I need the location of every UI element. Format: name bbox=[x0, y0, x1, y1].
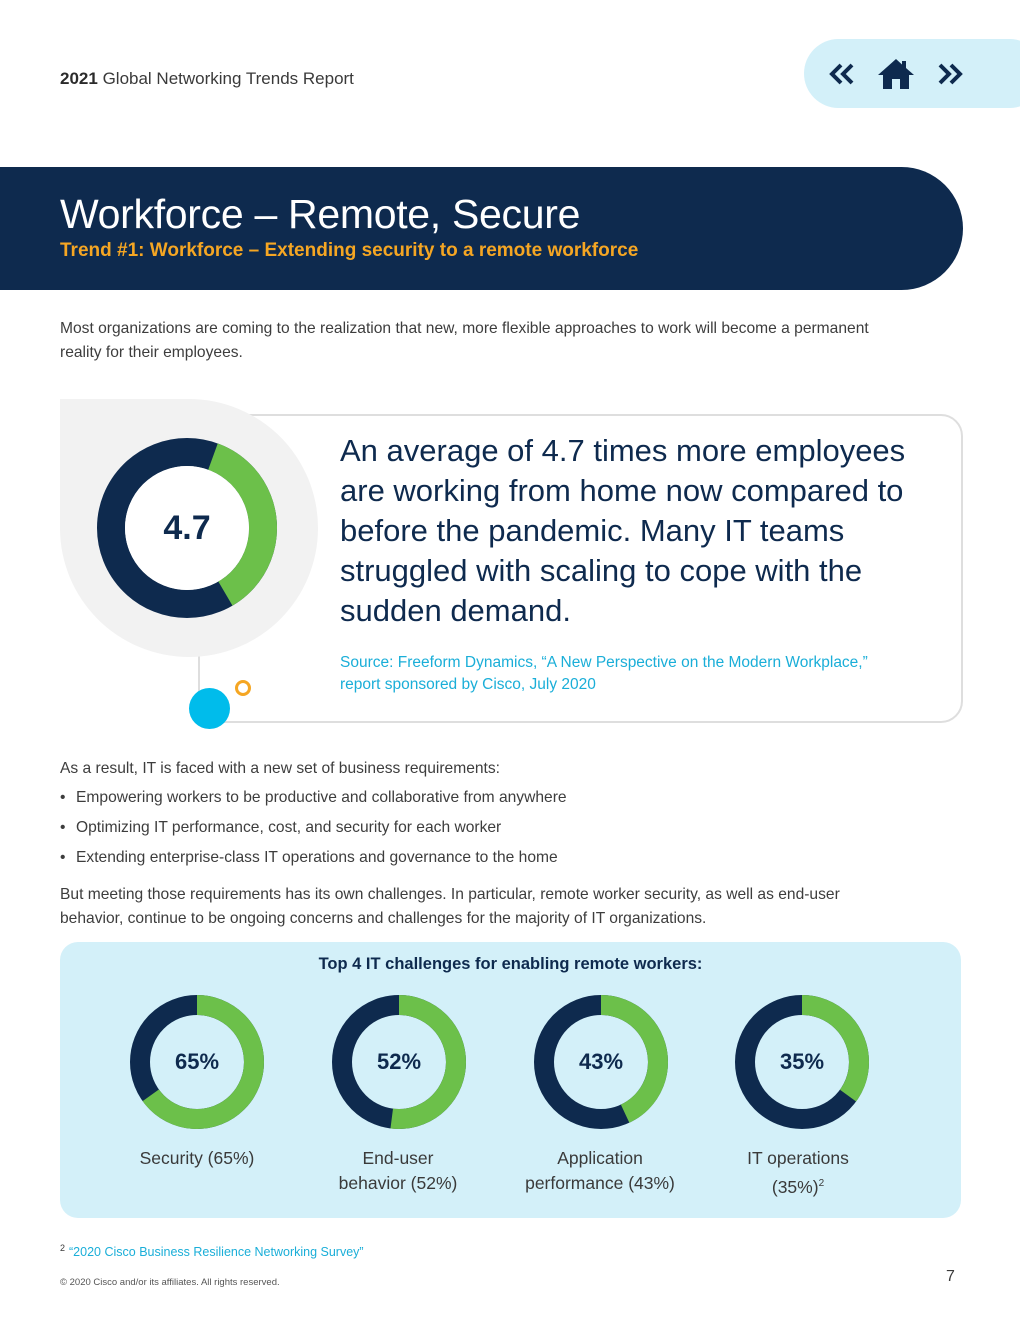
list-item: • Extending enterprise-class IT operations and governance to the home bbox=[60, 849, 558, 866]
challenge-label-security: Security (65%) bbox=[139, 1148, 255, 1168]
footnote: $^2$ “2020 Cisco Business Resilience Networking Survey” bbox=[60, 1243, 364, 1260]
challenge-donut-end-user-behavior bbox=[331, 994, 467, 1130]
footnote-reference[interactable]: 2 bbox=[818, 1178, 825, 1189]
challenges-paragraph: But meeting those requirements has its own challenges. In particular, remote worker security, as well as end-user behavior, continue to be ongoing concerns and challenges for the majority of IT organizations. bbox=[60, 886, 840, 927]
donut-value: 52% bbox=[376, 1049, 422, 1074]
decorative-orange-ring bbox=[235, 680, 251, 696]
home-icon bbox=[877, 58, 915, 90]
bullet-icon: • bbox=[60, 849, 66, 866]
copyright: © 2020 Cisco and/or its affiliates. All rights reserved. bbox=[60, 1277, 280, 1288]
bullet-icon: • bbox=[60, 819, 66, 836]
next-page-button[interactable] bbox=[934, 39, 966, 108]
challenges-title: Top 4 IT challenges for enabling remote workers: bbox=[318, 955, 703, 973]
double-chevron-right-icon bbox=[937, 63, 963, 85]
double-chevron-left-icon bbox=[829, 63, 855, 85]
home-button[interactable] bbox=[876, 39, 916, 108]
donut-value: 35% bbox=[779, 1049, 825, 1074]
challenge-label-application-performance: Application performance (43%) bbox=[525, 1148, 675, 1193]
report-name: Global Networking Trends Report bbox=[102, 69, 354, 88]
page-number: 7 bbox=[946, 1268, 955, 1285]
report-year: 2021 bbox=[60, 69, 98, 88]
challenge-donut-security bbox=[129, 994, 265, 1130]
challenge-label-end-user-behavior: End-user behavior (52%) bbox=[338, 1148, 458, 1193]
page-navigation bbox=[804, 39, 1020, 108]
donut-value: 43% bbox=[578, 1049, 624, 1074]
challenge-donut-application-performance bbox=[533, 994, 669, 1130]
intro-paragraph: Most organizations are coming to the realization that new, more flexible approaches to work will become a permanent reality for their employees. bbox=[60, 320, 869, 361]
stat-headline: An average of 4.7 times more employees are working from home now compared to before the pandemic. Many IT teams struggled with scaling to cope with the sudden demand. bbox=[340, 433, 906, 628]
list-item: • Empowering workers to be productive and collaborative from anywhere bbox=[60, 789, 567, 806]
previous-page-button[interactable] bbox=[826, 39, 858, 108]
stat-source: Source: Freeform Dynamics, “A New Perspective on the Modern Workplace,” report sponsored by Cisco, July 2020 bbox=[340, 654, 868, 693]
requirements-lead: As a result, IT is faced with a new set of business requirements: bbox=[60, 760, 501, 777]
trend-subtitle: Trend #1: Workforce – Extending security to a remote workforce bbox=[60, 240, 639, 261]
donut-value: 65% bbox=[174, 1049, 220, 1074]
footnote-link[interactable]: “2020 Cisco Business Resilience Networking Survey” bbox=[69, 1245, 364, 1260]
decorative-blue-dot bbox=[189, 688, 230, 729]
challenge-donut-it-operations bbox=[734, 994, 870, 1130]
page-title: Workforce – Remote, Secure bbox=[60, 191, 581, 237]
bullet-icon: • bbox=[60, 789, 66, 806]
stat-value: 4.7 bbox=[163, 508, 211, 547]
list-item: • Optimizing IT performance, cost, and security for each worker bbox=[60, 819, 502, 836]
challenge-label-it-operations: IT operations $(35\%)^2$ bbox=[747, 1148, 849, 1197]
report-title bbox=[60, 69, 354, 89]
